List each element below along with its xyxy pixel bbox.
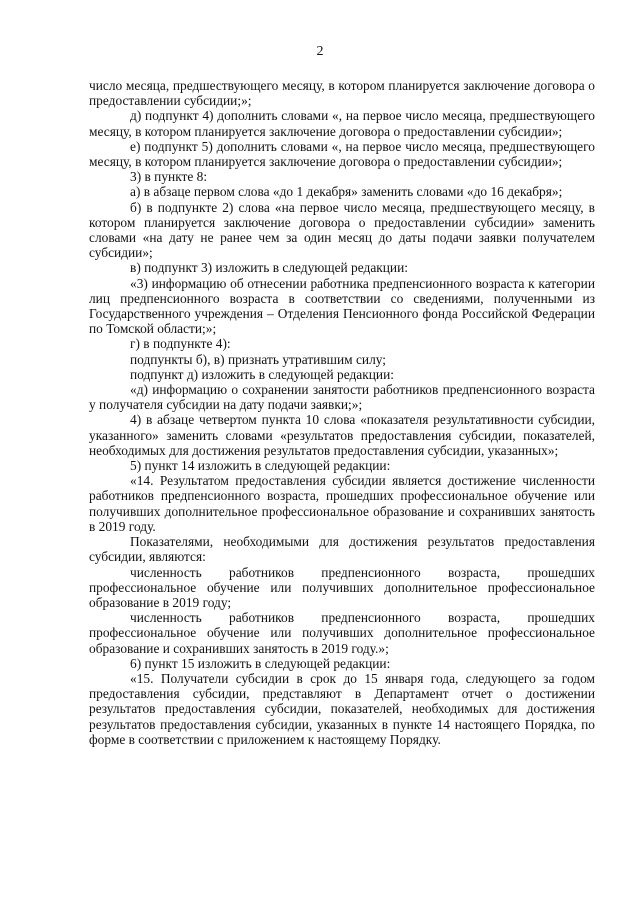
- page-number: 2: [316, 44, 324, 59]
- paragraph: число месяца, предшествующего месяцу, в котором планируется заключение договора о предоставлении субсидии;»;: [89, 78, 595, 109]
- paragraph: е) подпункт 5) дополнить словами «, на первое число месяца, предшествующего месяцу, в котором планируется заключение договора о предоставлении субсидии»;: [89, 138, 595, 170]
- paragraph: 5) пункт 14 изложить в следующей редакции:: [130, 458, 391, 474]
- paragraph: 6) пункт 15 изложить в следующей редакции:: [130, 655, 391, 671]
- paragraph: численность работников предпенсионного возраста, прошедших профессиональное обучение или получивших дополнительное профессиональное образование в 2019 году;: [89, 564, 595, 610]
- paragraph: Показателями, необходимыми для достижения результатов предоставления субсидии, являются:: [89, 534, 595, 565]
- paragraph: а) в абзаце первом слова «до 1 декабря» заменить словами «до 16 декабря»;: [130, 184, 563, 200]
- paragraph: д) подпункт 4) дополнить словами «, на первое число месяца, предшествующего месяцу, в котором планируется заключение договора о предоставлении субсидии»;: [89, 108, 595, 139]
- paragraph: подпункты б), в) признать утратившим силу;: [130, 351, 386, 367]
- paragraph: «15. Получатели субсидии в срок до 15 января года, следующего за годом предоставления субсидии, представляют в Департамент отчет о достижении результатов предоставления субсидии, показателей, необходимых для достижения результатов предоставления субсидии, указанных в пункте 14 настоящего Порядка, по форме в соответствии с приложением к настоящему Порядку.: [89, 670, 595, 747]
- paragraph: 3) в пункте 8:: [130, 169, 208, 185]
- paragraph: г) в подпункте 4):: [130, 336, 231, 352]
- document-body: [89, 78, 595, 747]
- paragraph: 4) в абзаце четвертом пункта 10 слова «показателя результативности субсидии, указанного» заменить словами «результатов предоставления субсидии, показателей, необходимых для достижения результатов предоставления субсидии, указанных»;: [89, 412, 595, 458]
- paragraph: б) в подпункте 2) слова «на первое число месяца, предшествующего месяцу, в котором планируется заключение договора о предоставлении субсидии» заменить словами «на дату не ранее чем за один месяц до даты подачи заявки получателем субсидии»;: [89, 199, 595, 261]
- paragraph: численность работников предпенсионного возраста, прошедших профессиональное обучение или получивших дополнительное профессиональное образование и сохранивших занятость в 2019 году.»;: [89, 610, 595, 656]
- paragraph: «3) информацию об отнесении работника предпенсионного возраста к категории лиц предпенсионного возраста в соответствии со сведениями, полученными из Государственного учреждения – Отделения Пенсионного фонда Российской Федерации по Томской области;»;: [89, 275, 595, 337]
- paragraph: в) подпункт 3) изложить в следующей редакции:: [130, 260, 408, 276]
- paragraph: «14. Результатом предоставления субсидии является достижение численности работников предпенсионного возраста, прошедших профессиональное обучение или получивших дополнительное профессиональное образование и сохранивших занятость в 2019 году.: [89, 473, 595, 534]
- paragraph: подпункт д) изложить в следующей редакции:: [130, 366, 394, 382]
- paragraph: «д) информацию о сохранении занятости работников предпенсионного возраста у получателя субсидии на дату подачи заявки;»;: [89, 382, 595, 413]
